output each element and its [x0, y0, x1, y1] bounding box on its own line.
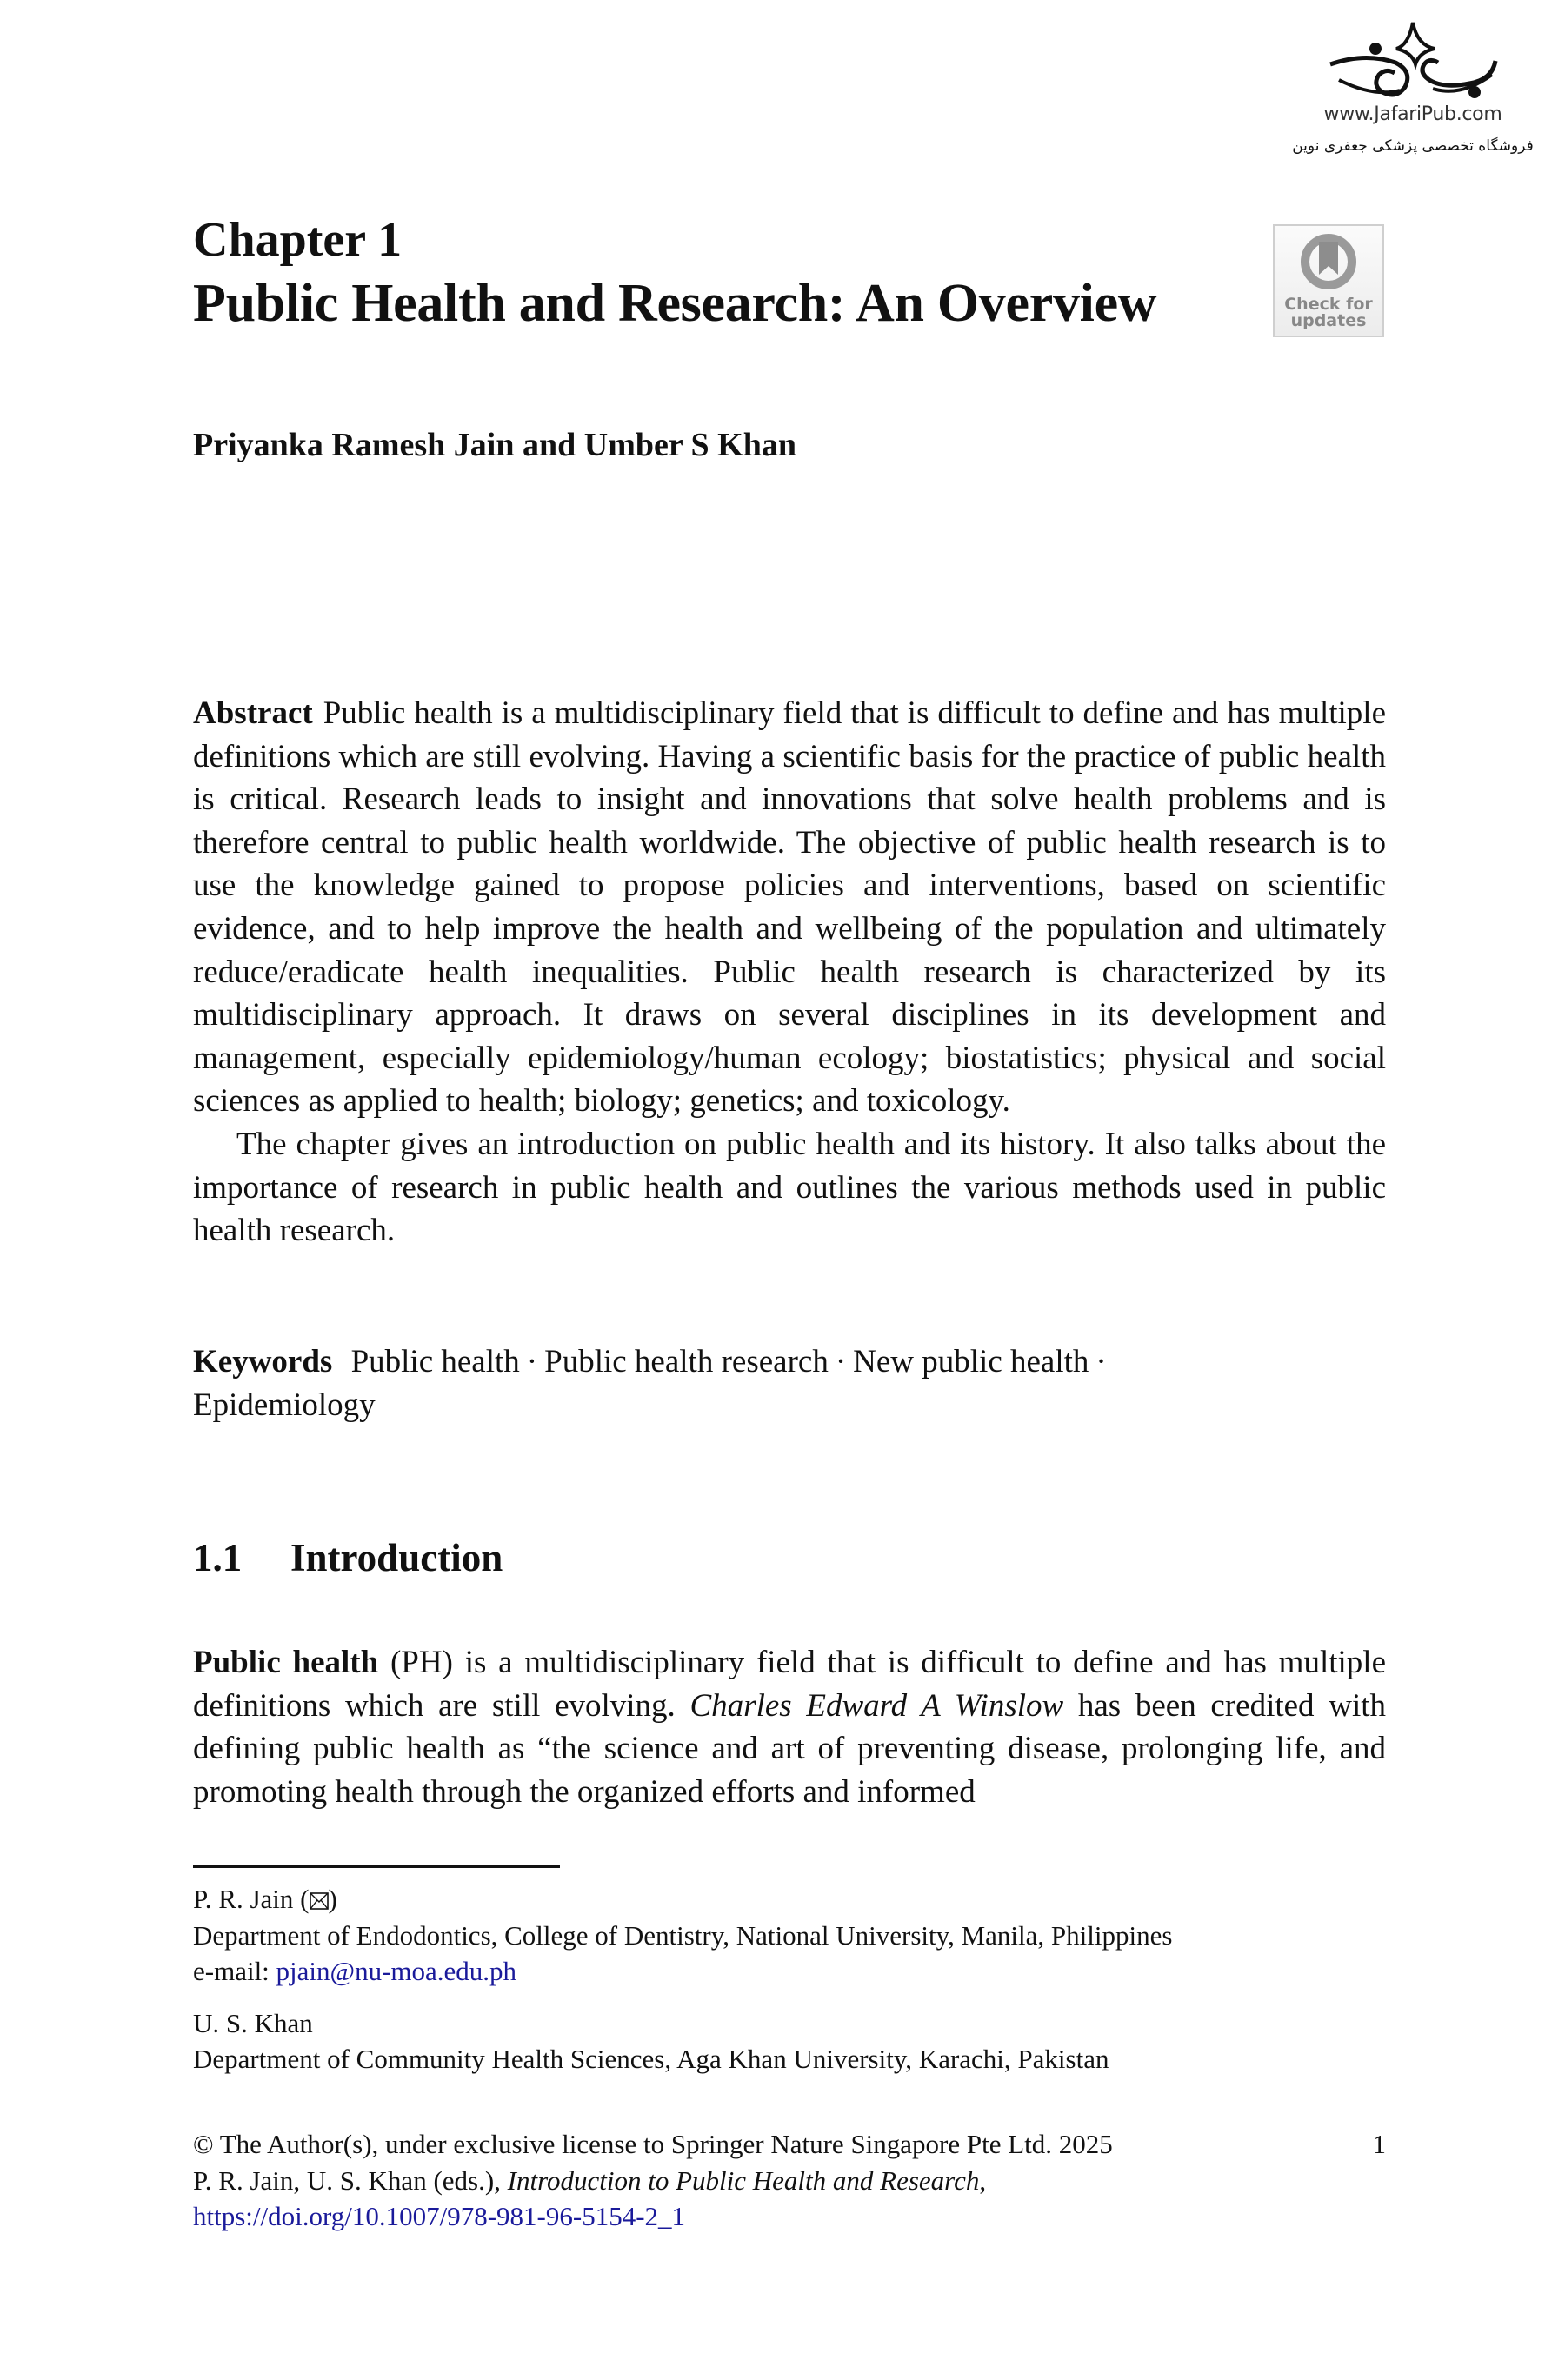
- keyword-item: Epidemiology: [193, 1386, 376, 1423]
- section-number: 1.1: [193, 1536, 243, 1579]
- footnote-divider: [193, 1865, 560, 1868]
- chapter-authors: Priyanka Ramesh Jain and Umber S Khan: [193, 427, 796, 463]
- badge-line-2: updates: [1290, 311, 1367, 330]
- publisher-watermark: [1287, 19, 1539, 176]
- keyword-separator: ·: [835, 1344, 847, 1379]
- doi-line: [193, 2198, 1386, 2235]
- copyright-line: [193, 2126, 1386, 2163]
- intro-italic-name: Charles Edward A Winslow: [689, 1687, 1064, 1724]
- keywords-label: Keywords: [193, 1344, 333, 1379]
- check-for-updates-button[interactable]: [1273, 224, 1384, 337]
- section-title: Introduction: [290, 1536, 503, 1579]
- abstract-paragraph-2: The chapter gives an introduction on public health and its history. It also talks about the importance of research in public health and outlines the various methods used in public health research.: [193, 1126, 1386, 1249]
- email-link[interactable]: pjain@nu-moa.edu.ph: [276, 1956, 517, 1986]
- section-heading: [193, 1535, 503, 1580]
- author1-affiliation: Department of Endodontics, College of Dentistry, National University, Manila, Philippines: [193, 1919, 1173, 1951]
- chapter-label: Chapter 1: [193, 213, 403, 267]
- badge-line-1: Check for: [1284, 295, 1373, 314]
- keyword-item: New public health: [853, 1344, 1089, 1379]
- author-footnotes: [193, 1881, 1410, 2078]
- keyword-item: Public health: [350, 1344, 520, 1379]
- abstract-label: Abstract: [193, 695, 313, 731]
- citation-line: [193, 2163, 1386, 2199]
- abstract-paragraph-1: [193, 692, 1386, 1123]
- intro-text-1: (PH) is a multidisciplinary field that is difficult to define and has multiple definitions which are still evolving.: [193, 1645, 1386, 1724]
- author2-name: U. S. Khan: [193, 2007, 313, 2038]
- email-label: e-mail:: [193, 1956, 276, 1986]
- page-number: 1: [1372, 2129, 1386, 2159]
- envelope-icon: [310, 1891, 329, 1911]
- keywords: [193, 1340, 1386, 1426]
- author1-line: [193, 1881, 1410, 1918]
- intro-bold-term: Public health: [193, 1645, 379, 1680]
- editors: P. R. Jain, U. S. Khan (eds.),: [193, 2164, 508, 2196]
- crossmark-icon: [1298, 231, 1359, 292]
- intro-text-2: has been credited with defining public health as “the science and art of preventing disease, prolonging life, and promoting health through the organized efforts and informed: [193, 1687, 1387, 1810]
- keyword-item: Public health research: [544, 1344, 829, 1379]
- keyword-separator: ·: [526, 1344, 538, 1379]
- keyword-separator: ·: [1096, 1344, 1107, 1379]
- copyright-block: [193, 2126, 1386, 2235]
- book-title: Introduction to Public Health and Research: [507, 2164, 980, 2196]
- watermark-tagline: فروشگاه تخصصی پزشکی جعفری نوین: [1292, 137, 1534, 155]
- copyright-text: © The Author(s), under exclusive license to Springer Nature Singapore Pte Ltd. 2025: [193, 2129, 1113, 2159]
- citation-comma: ,: [979, 2164, 987, 2196]
- author1-name: P. R. Jain (: [193, 1884, 310, 1914]
- doi-link[interactable]: https://doi.org/10.1007/978-981-96-5154-2_1: [193, 2201, 686, 2231]
- abstract-text-1: Public health is a multidisciplinary field that is difficult to define and has multiple definitions which are still evolving. Having a scientific basis for the practice of public health is critical. Research leads to insight and innovations that solve health problems and is therefore central to public health worldwide. The objective of public health research is to use the knowledge gained to propose policies and interventions, based on scientific evidence, and to help improve the health and wellbeing of the population and ultimately reduce/eradicate health inequalities. Public health research is characterized by its multidisciplinary approach. It draws on several disciplines in its development and management, especially epidemiology/human ecology; biostatistics; physical and social sciences as applied to health; biology; genetics; and toxicology.: [193, 695, 1386, 1120]
- intro-paragraph: [193, 1641, 1386, 1813]
- jafaripub-logo-icon: [1322, 19, 1504, 102]
- watermark-url: www.JafariPub.com: [1323, 103, 1502, 125]
- author1-email-line: [193, 1953, 1410, 1990]
- chapter-title: Public Health and Research: An Overview: [193, 274, 1157, 333]
- author1-close: ): [328, 1884, 337, 1914]
- abstract: [193, 692, 1386, 1253]
- author2-affiliation: Department of Community Health Sciences, Aga Khan University, Karachi, Pakistan: [193, 2044, 1109, 2074]
